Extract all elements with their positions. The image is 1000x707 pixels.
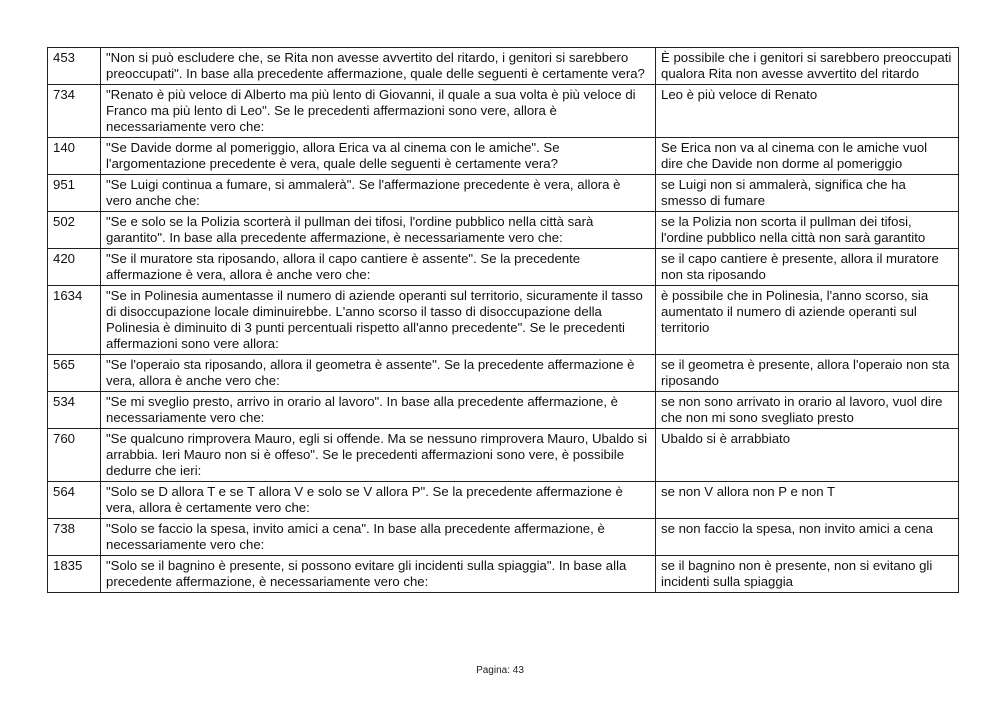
question-id: 738 xyxy=(48,519,101,556)
table-row xyxy=(48,482,959,519)
question-text: "Se Luigi continua a fumare, si ammalerà". Se l'affermazione precedente è vera, allora è vero anche che: xyxy=(101,175,656,212)
question-text: "Se qualcuno rimprovera Mauro, egli si offende. Ma se nessuno rimprovera Mauro, Ubaldo si arrabbia. Ieri Mauro non si è offeso". Se le precedenti affermazioni sono vere, è possibile dedurre che ieri: xyxy=(101,429,656,482)
answer-text: se Luigi non si ammalerà, significa che ha smesso di fumare xyxy=(656,175,959,212)
question-text: "Se l'operaio sta riposando, allora il geometra è assente". Se la precedente affermazione è vera, allora è anche vero che: xyxy=(101,355,656,392)
table-row xyxy=(48,519,959,556)
question-text: "Non si può escludere che, se Rita non avesse avvertito del ritardo, i genitori si sarebbero preoccupati". In base alla precedente affermazione, quale delle seguenti è certamente vera? xyxy=(101,48,656,85)
question-text: "Se e solo se la Polizia scorterà il pullman dei tifosi, l'ordine pubblico nella città sarà garantito". In base alla precedente affermazione, è necessariamente vero che: xyxy=(101,212,656,249)
question-id: 140 xyxy=(48,138,101,175)
question-text: "Se Davide dorme al pomeriggio, allora Erica va al cinema con le amiche". Se l'argomentazione precedente è vera, quale delle seguenti è certamente vera? xyxy=(101,138,656,175)
question-id: 564 xyxy=(48,482,101,519)
table-row xyxy=(48,556,959,593)
question-text: "Solo se faccio la spesa, invito amici a cena". In base alla precedente affermazione, è necessariamente vero che: xyxy=(101,519,656,556)
question-text: "Solo se D allora T e se T allora V e solo se V allora P". Se la precedente affermazione è vera, allora è certamente vero che: xyxy=(101,482,656,519)
table-row xyxy=(48,355,959,392)
question-text: "Se il muratore sta riposando, allora il capo cantiere è assente". Se la precedente affermazione è vera, allora è anche vero che: xyxy=(101,249,656,286)
question-text: "Renato è più veloce di Alberto ma più lento di Giovanni, il quale a sua volta è più veloce di Franco ma più lento di Leo". Se le precedenti affermazioni sono vere, allora è necessariamente vero che: xyxy=(101,85,656,138)
question-id: 453 xyxy=(48,48,101,85)
question-id: 534 xyxy=(48,392,101,429)
question-text: "Solo se il bagnino è presente, si possono evitare gli incidenti sulla spiaggia". In base alla precedente affermazione, è necessariamente vero che: xyxy=(101,556,656,593)
question-text: "Se in Polinesia aumentasse il numero di aziende operanti sul territorio, sicuramente il tasso di disoccupazione locale diminuirebbe. L'anno scorso il tasso di disoccupazione della Polinesia è diminuito di 3 punti percentuali rispetto all'anno precedente". Se le precedenti affermazioni sono vere allora: xyxy=(101,286,656,355)
answer-text: se non V allora non P e non T xyxy=(656,482,959,519)
table-row xyxy=(48,249,959,286)
question-id: 1835 xyxy=(48,556,101,593)
answer-text: se la Polizia non scorta il pullman dei tifosi, l'ordine pubblico nella città non sarà garantito xyxy=(656,212,959,249)
table-row xyxy=(48,85,959,138)
table-row xyxy=(48,138,959,175)
answer-text: Se Erica non va al cinema con le amiche vuol dire che Davide non dorme al pomeriggio xyxy=(656,138,959,175)
answer-text: se non faccio la spesa, non invito amici a cena xyxy=(656,519,959,556)
table-row xyxy=(48,212,959,249)
page-number: Pagina: 43 xyxy=(476,665,524,676)
table-row xyxy=(48,48,959,85)
question-id: 502 xyxy=(48,212,101,249)
answer-text: Ubaldo si è arrabbiato xyxy=(656,429,959,482)
answer-text: se il bagnino non è presente, non si evitano gli incidenti sulla spiaggia xyxy=(656,556,959,593)
answer-text: è possibile che in Polinesia, l'anno scorso, sia aumentato il numero di aziende operanti sul territorio xyxy=(656,286,959,355)
question-text: "Se mi sveglio presto, arrivo in orario al lavoro". In base alla precedente affermazione, è necessariamente vero che: xyxy=(101,392,656,429)
answer-text: È possibile che i genitori si sarebbero preoccupati qualora Rita non avesse avvertito del ritardo xyxy=(656,48,959,85)
question-id: 1634 xyxy=(48,286,101,355)
table-row xyxy=(48,429,959,482)
table-row xyxy=(48,175,959,212)
answer-text: se il geometra è presente, allora l'operaio non sta riposando xyxy=(656,355,959,392)
answer-text: se non sono arrivato in orario al lavoro, vuol dire che non mi sono svegliato presto xyxy=(656,392,959,429)
question-id: 734 xyxy=(48,85,101,138)
answer-text: se il capo cantiere è presente, allora il muratore non sta riposando xyxy=(656,249,959,286)
questions-table xyxy=(47,47,959,593)
question-id: 951 xyxy=(48,175,101,212)
question-id: 420 xyxy=(48,249,101,286)
table-row xyxy=(48,392,959,429)
question-id: 565 xyxy=(48,355,101,392)
answer-text: Leo è più veloce di Renato xyxy=(656,85,959,138)
question-id: 760 xyxy=(48,429,101,482)
table-row xyxy=(48,286,959,355)
